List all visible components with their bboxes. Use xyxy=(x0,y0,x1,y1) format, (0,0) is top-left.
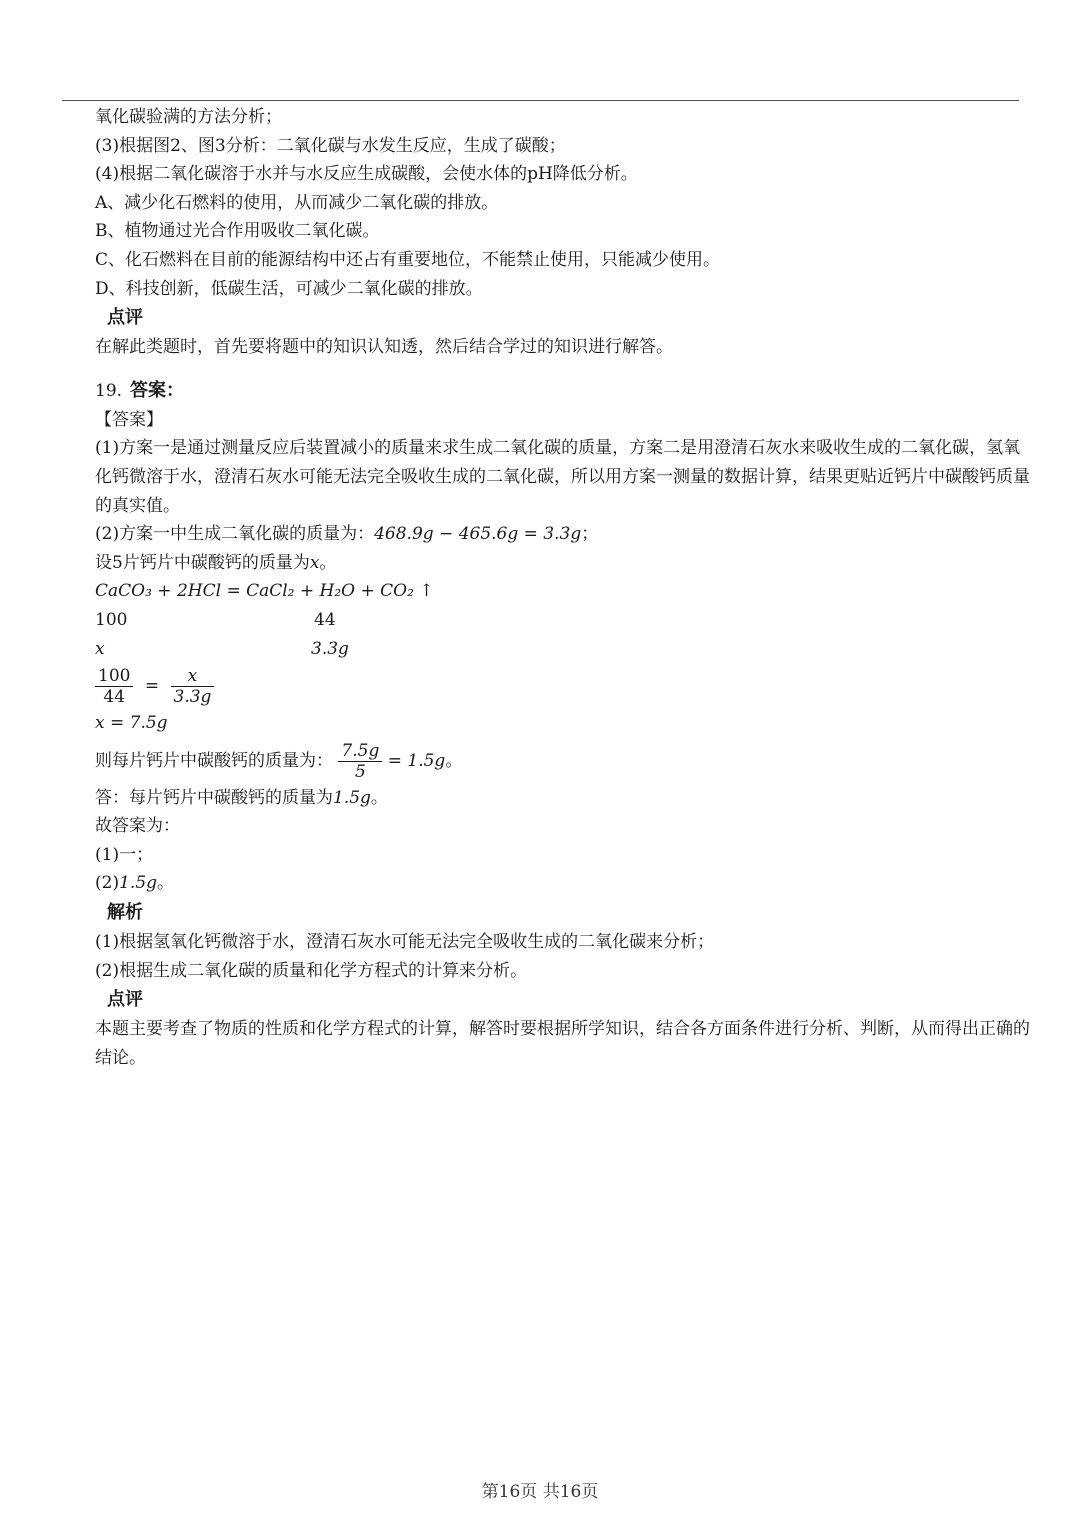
analysis-line: (1)根据氢氧化钙微溶于水，澄清石灰水可能无法完全吸收生成的二氧化碳来分析； xyxy=(95,932,715,953)
ratio-equals: = xyxy=(144,676,160,697)
unknown-left: x xyxy=(95,638,105,659)
answer-paragraph-2 xyxy=(95,520,1030,549)
ratio-fraction-right xyxy=(171,666,215,707)
molar-mass-right: 44 xyxy=(314,609,336,630)
analysis-line: A、减少化石燃料的使用，从而减少二氧化碳的排放。 xyxy=(95,192,499,213)
set-end: 。 xyxy=(319,552,337,573)
a2-pre: (2) xyxy=(95,873,120,894)
each-fraction xyxy=(338,741,382,782)
question-number: 19. xyxy=(95,380,123,401)
analysis-line: D、科技创新，低碳生活，可减少二氧化碳的排放。 xyxy=(95,278,483,299)
comment-text: 在解此类题时，首先要将题中的知识认知透，然后结合学过的知识进行解答。 xyxy=(95,337,673,358)
each-end: 。 xyxy=(445,750,463,771)
ratio-fraction-left xyxy=(95,666,133,707)
page-footer: 第16页 共16页 xyxy=(481,1482,599,1502)
set-variable-line xyxy=(95,549,1030,578)
each-tablet-line xyxy=(95,738,1030,784)
a2-end: 。 xyxy=(157,873,175,894)
ratio-line xyxy=(95,663,1030,709)
molar-mass-left: 100 xyxy=(95,609,128,630)
analysis-heading: 解析 xyxy=(107,902,143,924)
answer-item-2 xyxy=(95,869,1030,898)
bracket-answer: 【答案】 xyxy=(95,409,163,430)
chemical-equation: CaCO₃ + 2HCl = CaCl₂ + H₂O + CO₂ ↑ xyxy=(95,581,434,602)
header-rule xyxy=(62,100,1019,101)
answer-label: 答案： xyxy=(130,379,185,401)
fraction-numerator: x xyxy=(171,666,215,687)
set-var: x xyxy=(309,552,320,573)
final-answer-line xyxy=(95,784,1030,813)
comment-heading: 点评 xyxy=(107,989,143,1011)
ans-end: 。 xyxy=(370,787,388,808)
so-answer-line: 故答案为： xyxy=(95,816,180,837)
p2-end: ； xyxy=(581,524,599,545)
each-text: 则每片钙片中碳酸钙的质量为： xyxy=(95,750,333,771)
fraction-denominator: 3.3g xyxy=(173,687,212,708)
comment-heading: 点评 xyxy=(107,307,143,329)
analysis-line: (2)根据生成二氧化碳的质量和化学方程式的计算来分析。 xyxy=(95,960,528,981)
analysis-line: C、化石燃料在目前的能源结构中还占有重要地位，不能禁止使用，只能减少使用。 xyxy=(95,249,721,270)
question-19-header xyxy=(95,376,1030,406)
p2-math: 468.9g − 465.6g = 3.3g xyxy=(374,524,582,545)
set-text: 设5片钙片中碳酸钙的质量为 xyxy=(95,552,310,573)
page-content xyxy=(95,103,1030,1072)
each-result: = 1.5g xyxy=(387,750,446,771)
unknown-row xyxy=(95,635,1030,664)
ans-val: 1.5g xyxy=(333,787,371,808)
unknown-right: 3.3g xyxy=(311,638,349,659)
fraction-denominator: 44 xyxy=(103,687,126,708)
analysis-line: 氧化碳验满的方法分析； xyxy=(95,107,282,127)
fraction-numerator: 100 xyxy=(95,666,133,687)
answer-paragraph-1: (1)方案一是通过测量反应后装置减小的质量来求生成二氧化碳的质量，方案二是用澄清石灰水来吸收生成的二氧化碳，氢氧化钙微溶于水，澄清石灰水可能无法完全吸收生成的二氧化碳，所以用方案一测量的数据计算，结果更贴近钙片中碳酸钙质量的真实值。 xyxy=(95,438,1030,516)
analysis-line: B、植物通过光合作用吸收二氧化碳。 xyxy=(95,221,380,242)
ans-text: 答：每片钙片中碳酸钙的质量为 xyxy=(95,787,333,808)
analysis-line: (3)根据图2、图3分析：二氧化碳与水发生反应，生成了碳酸； xyxy=(95,135,566,156)
analysis-line: (4)根据二氧化碳溶于水并与水反应生成碳酸，会使水体的pH降低分析。 xyxy=(95,164,638,185)
result-line: x = 7.5g xyxy=(95,713,168,734)
p2-text: (2)方案一中生成二氧化碳的质量为： xyxy=(95,524,375,545)
comment-text: 本题主要考查了物质的性质和化学方程式的计算，解答时要根据所学知识，结合各方面条件进行分析、判断，从而得出正确的结论。 xyxy=(95,1019,1030,1068)
molar-mass-row xyxy=(95,606,1030,635)
fraction-numerator: 7.5g xyxy=(338,741,382,762)
fraction-denominator: 5 xyxy=(354,761,366,782)
a2-val: 1.5g xyxy=(119,873,158,894)
answer-item-1: (1)一； xyxy=(95,844,154,865)
